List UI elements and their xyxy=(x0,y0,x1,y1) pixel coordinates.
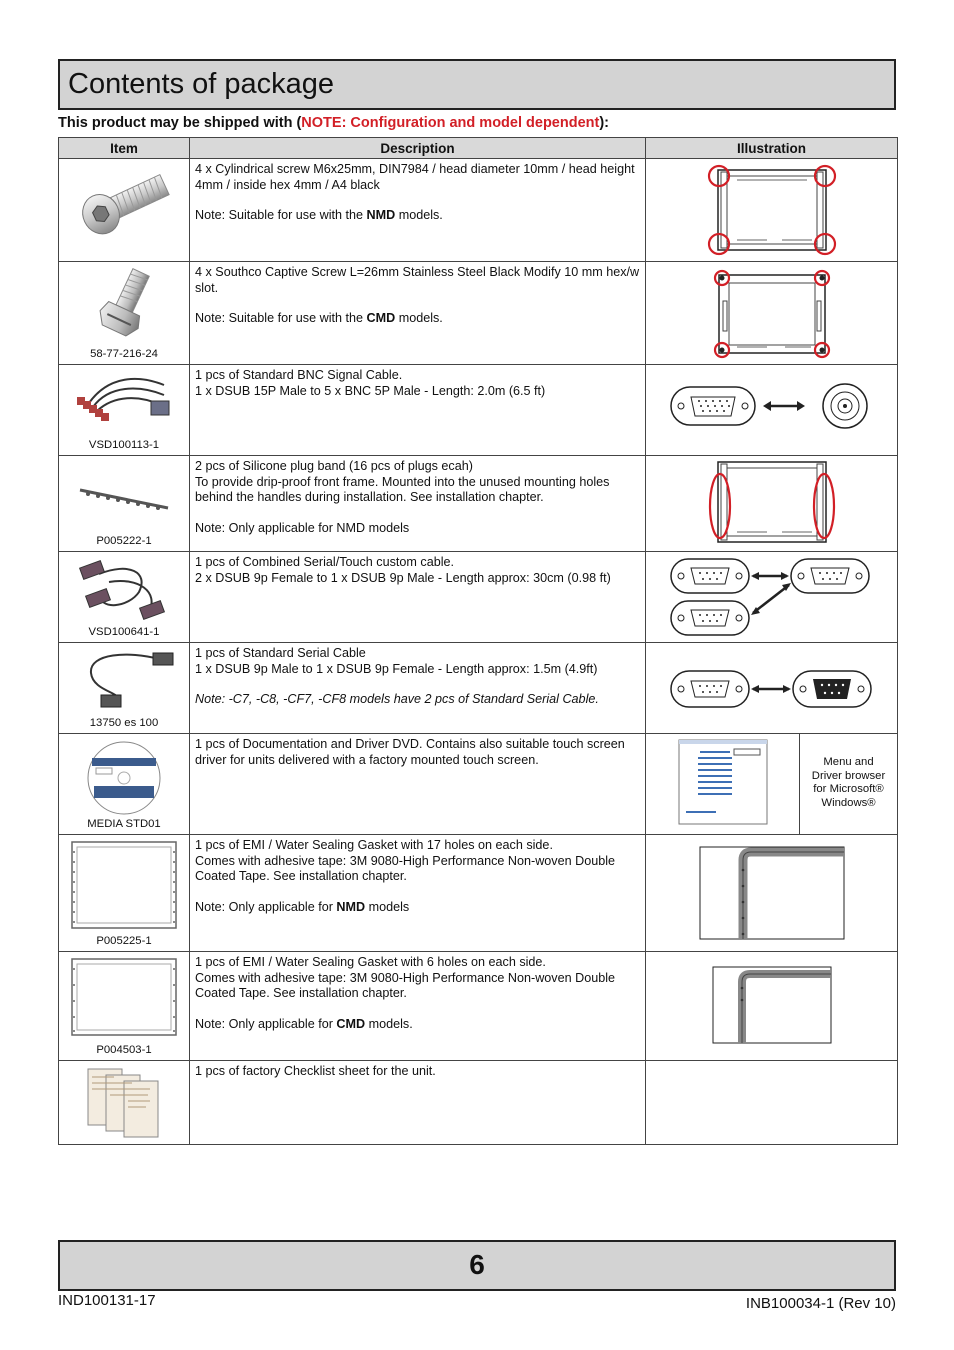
item-code: P005222-1 xyxy=(96,535,152,547)
footer-revision: INB100034-1 (Rev 10) xyxy=(745,1295,896,1312)
captive-screw-icon xyxy=(74,262,174,337)
description-cell xyxy=(190,1061,646,1145)
gasket-cmd-corner-diagram xyxy=(712,966,832,1044)
note-suffix: models xyxy=(365,899,410,914)
bnc-cable-icon xyxy=(69,365,179,435)
description-line: 1 pcs of Standard BNC Signal Cable. xyxy=(195,368,403,382)
label-line: Windows® xyxy=(821,796,876,809)
item-cell xyxy=(59,835,190,952)
note-model: NMD xyxy=(336,899,366,914)
description-cell xyxy=(190,365,646,456)
footer-doc-id: IND100131-17 xyxy=(58,1292,156,1309)
illustration-cell xyxy=(646,552,898,643)
illustration-cell xyxy=(646,262,898,365)
package-table xyxy=(58,137,898,1145)
item-cell xyxy=(59,1061,190,1145)
label-line: for Microsoft® xyxy=(813,783,884,795)
description-line: 2 pcs of Silicone plug band (16 pcs of plugs ecah) xyxy=(195,459,473,473)
description-line: 1 pcs of Standard Serial Cable xyxy=(195,646,366,660)
description-line: 4 x Cylindrical screw M6x25mm, DIN7984 / head diameter 10mm / head height 4mm / inside hex 4mm / A4 black xyxy=(195,162,635,192)
description-cell xyxy=(190,159,646,262)
table-row xyxy=(59,1061,898,1145)
label-line: Driver browser xyxy=(811,769,886,782)
frame-nmd-screws-diagram xyxy=(707,162,837,258)
illustration-cell xyxy=(646,1061,898,1145)
description-line: 1 pcs of Combined Serial/Touch custom cable. xyxy=(195,555,455,569)
description-line: 1 x DSUB 9p Male to 1 x DSUB 9p Female - Length approx: 1.5m (4.9ft) xyxy=(195,661,598,676)
note-model: CMD xyxy=(336,1016,366,1031)
note-suffix: models. xyxy=(395,208,443,222)
item-code: P004503-1 xyxy=(96,1044,152,1056)
note-model: CMD xyxy=(366,311,396,325)
checklist-sheets-icon xyxy=(84,1065,164,1139)
serial-touch-cable-diagram xyxy=(667,555,877,639)
description-cell xyxy=(190,734,646,835)
description-note xyxy=(195,208,640,224)
frame-plug-band-diagram xyxy=(707,458,837,548)
dvd-disc-icon xyxy=(86,740,162,816)
label-line: Menu and xyxy=(823,756,874,768)
intro-suffix: ): xyxy=(599,115,610,131)
table-row xyxy=(59,159,898,262)
item-code: 13750 es 100 xyxy=(89,717,159,729)
description-note xyxy=(195,311,640,327)
description-cell xyxy=(190,835,646,952)
table-row xyxy=(59,262,898,365)
item-cell xyxy=(59,456,190,552)
serial-cable-icon xyxy=(69,643,179,713)
table-row xyxy=(59,734,898,835)
header-illustration: Illustration xyxy=(646,138,898,159)
item-cell xyxy=(59,552,190,643)
serial-touch-cable-icon xyxy=(69,552,179,624)
gasket-17-holes-icon xyxy=(68,838,180,932)
description-note: Note: -C7, -C8, -CF7, -CF8 models have 2 pcs of Standard Serial Cable. xyxy=(195,692,599,706)
menu-browser-screenshot-icon xyxy=(678,739,768,825)
page-number-box xyxy=(58,1240,896,1291)
item-code: 58-77-216-24 xyxy=(90,348,158,360)
note-text: Note: Suitable for use with the xyxy=(195,208,367,222)
frame-cmd-screws-diagram xyxy=(707,265,837,361)
description-line: 1 pcs of EMI / Water Sealing Gasket with 17 holes on each side. xyxy=(195,838,553,852)
item-cell xyxy=(59,952,190,1061)
description-line: 1 pcs of Documentation and Driver DVD. Contains also suitable touch screen driver for units delivered with a factory mounted touch screen. xyxy=(195,737,625,767)
item-code: VSD100113-1 xyxy=(88,439,160,451)
description-cell xyxy=(190,643,646,734)
illustration-cell xyxy=(646,952,898,1061)
illustration-cell xyxy=(646,734,800,835)
note-text: Note: Only applicable for xyxy=(195,1016,337,1031)
description-cell xyxy=(190,952,646,1061)
item-cell xyxy=(59,643,190,734)
serial-cable-diagram xyxy=(667,665,877,715)
dsub15-to-bnc-diagram xyxy=(667,379,877,439)
note-suffix: models. xyxy=(365,1016,413,1031)
illustration-cell xyxy=(646,456,898,552)
illustration-cell xyxy=(646,365,898,456)
item-code: VSD100641-1 xyxy=(88,626,160,638)
table-row xyxy=(59,456,898,552)
description-line: 1 x DSUB 15P Male to 5 x BNC 5P Male - Length: 2.0m (6.5 ft) xyxy=(195,383,546,398)
description-line: Comes with adhesive tape: 3M 9080-High Performance Non-woven Double Coated Tape. See installation chapter. xyxy=(195,970,616,1000)
description-line: 2 x DSUB 9p Female to 1 x DSUB 9p Male - Length approx: 30cm (0.98 ft) xyxy=(195,570,611,585)
table-row xyxy=(59,952,898,1061)
item-cell xyxy=(59,262,190,365)
item-cell xyxy=(59,734,190,835)
note-text: Note: Suitable for use with the xyxy=(195,311,367,325)
item-cell xyxy=(59,365,190,456)
description-line: 1 pcs of EMI / Water Sealing Gasket with 6 holes on each side. xyxy=(195,955,546,969)
description-line: Comes with adhesive tape: 3M 9080-High Performance Non-woven Double Coated Tape. See installation chapter. xyxy=(195,853,616,883)
page-title: Contents of package xyxy=(68,68,335,100)
intro-prefix: This product may be shipped with ( xyxy=(58,115,302,131)
illustration-cell xyxy=(646,159,898,262)
header-item: Item xyxy=(59,138,190,159)
gasket-nmd-corner-diagram xyxy=(699,846,845,940)
description-cell xyxy=(190,456,646,552)
cylindrical-screw-icon xyxy=(69,159,179,254)
page-number: 6 xyxy=(469,1249,485,1280)
plug-band-icon xyxy=(74,472,174,522)
header-description: Description xyxy=(190,138,646,159)
gasket-6-holes-icon xyxy=(68,955,180,1039)
description-line: To provide drip-proof front frame. Mounted into the unused mounting holes behind the handles during installation. See installation chapter. xyxy=(195,474,610,504)
table-row xyxy=(59,365,898,456)
item-code: MEDIA STD01 xyxy=(87,818,161,830)
item-code: P005225-1 xyxy=(96,935,152,947)
illustration-cell xyxy=(646,835,898,952)
table-header-row xyxy=(59,138,898,159)
description-cell xyxy=(190,262,646,365)
table-row xyxy=(59,552,898,643)
description-line: 1 pcs of factory Checklist sheet for the unit. xyxy=(195,1064,436,1078)
description-note: Note: Only applicable for NMD models xyxy=(195,520,410,535)
description-cell xyxy=(190,552,646,643)
description-note xyxy=(195,900,640,916)
item-cell xyxy=(59,159,190,262)
intro-note: NOTE: Configuration and model dependent xyxy=(301,115,600,131)
illustration-cell xyxy=(646,643,898,734)
illustration-label-cell xyxy=(800,734,898,835)
menu-browser-label xyxy=(800,734,897,810)
description-note xyxy=(195,1017,640,1033)
page-title-box xyxy=(58,59,896,110)
table-row xyxy=(59,643,898,734)
intro-text xyxy=(58,115,609,131)
description-line: 4 x Southco Captive Screw L=26mm Stainless Steel Black Modify 10 mm hex/w slot. xyxy=(195,265,640,295)
note-model: NMD xyxy=(366,208,396,222)
note-text: Note: Only applicable for xyxy=(195,899,337,914)
note-suffix: models. xyxy=(395,311,443,325)
table-row xyxy=(59,835,898,952)
